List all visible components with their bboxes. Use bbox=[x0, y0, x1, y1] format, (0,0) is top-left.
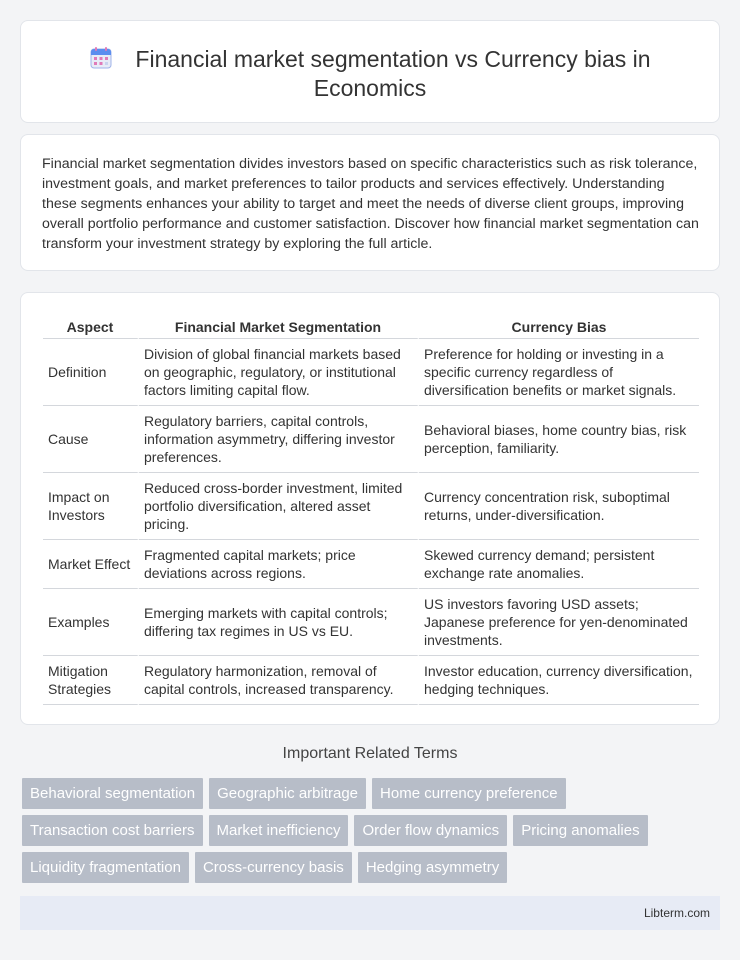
row-segmentation-cell: Division of global financial markets based on geographic, regulatory, or institutional factors limiting capital flow. bbox=[139, 339, 419, 406]
title-card bbox=[20, 20, 720, 123]
row-aspect: Definition bbox=[43, 339, 139, 406]
related-term-tag[interactable]: Liquidity fragmentation bbox=[22, 852, 189, 883]
intro-card bbox=[20, 134, 720, 271]
related-term-tag[interactable]: Geographic arbitrage bbox=[209, 778, 366, 809]
row-aspect: Market Effect bbox=[43, 540, 139, 589]
related-term-tag[interactable]: Pricing anomalies bbox=[513, 815, 647, 846]
table-row bbox=[43, 406, 699, 473]
table-row bbox=[43, 656, 699, 705]
related-term-tag[interactable]: Hedging asymmetry bbox=[358, 852, 507, 883]
row-currency-bias-cell: Behavioral biases, home country bias, risk perception, familiarity. bbox=[419, 406, 699, 473]
table-row bbox=[43, 339, 699, 406]
related-term-tag[interactable]: Market inefficiency bbox=[209, 815, 349, 846]
related-term-tag[interactable]: Cross-currency basis bbox=[195, 852, 352, 883]
page-title-text: Financial market segmentation vs Currency bias in Economics bbox=[135, 46, 651, 101]
header-aspect: Aspect bbox=[43, 314, 139, 339]
page-title bbox=[21, 45, 719, 103]
related-term-tag[interactable]: Order flow dynamics bbox=[354, 815, 507, 846]
related-term-tag[interactable]: Behavioral segmentation bbox=[22, 778, 203, 809]
row-segmentation-cell: Reduced cross-border investment, limited portfolio diversification, altered asset pricing. bbox=[139, 473, 419, 540]
comparison-table bbox=[43, 314, 699, 705]
table-header-row bbox=[43, 314, 699, 339]
row-segmentation-cell: Emerging markets with capital controls; differing tax regimes in US vs EU. bbox=[139, 589, 419, 656]
related-term-tag[interactable]: Transaction cost barriers bbox=[22, 815, 203, 846]
row-currency-bias-cell: US investors favoring USD assets; Japanese preference for yen-denominated investments. bbox=[419, 589, 699, 656]
row-segmentation-cell: Fragmented capital markets; price deviations across regions. bbox=[139, 540, 419, 589]
table-row bbox=[43, 540, 699, 589]
row-aspect: Mitigation Strategies bbox=[43, 656, 139, 705]
header-currency-bias: Currency Bias bbox=[419, 314, 699, 339]
intro-paragraph: Financial market segmentation divides investors based on specific characteristics such as risk tolerance, investment goals, and market preferences to tailor products and services effectively. Understanding these segments enhances your ability to target and meet the needs of diverse client groups, improving overall portfolio performance and customer satisfaction. Discover how financial market segmentation can transform your investment strategy by exploring the full article. bbox=[42, 156, 699, 252]
header-financial-market-segmentation: Financial Market Segmentation bbox=[139, 314, 419, 339]
table-row bbox=[43, 473, 699, 540]
footer-site-link[interactable]: Libterm.com bbox=[643, 906, 710, 920]
comparison-card bbox=[20, 292, 720, 725]
row-currency-bias-cell: Preference for holding or investing in a specific currency regardless of diversification benefits or market signals. bbox=[419, 339, 699, 406]
row-aspect: Cause bbox=[43, 406, 139, 473]
row-segmentation-cell: Regulatory barriers, capital controls, information asymmetry, differing investor preferences. bbox=[139, 406, 419, 473]
row-currency-bias-cell: Investor education, currency diversification, hedging techniques. bbox=[419, 656, 699, 705]
related-terms-heading: Important Related Terms bbox=[282, 745, 458, 762]
footer bbox=[20, 896, 720, 930]
row-currency-bias-cell: Currency concentration risk, suboptimal returns, under-diversification. bbox=[419, 473, 699, 540]
related-term-tag[interactable]: Home currency preference bbox=[372, 778, 566, 809]
related-terms-list bbox=[22, 778, 712, 889]
table-row bbox=[43, 589, 699, 656]
row-segmentation-cell: Regulatory harmonization, removal of capital controls, increased transparency. bbox=[139, 656, 419, 705]
row-aspect: Examples bbox=[43, 589, 139, 656]
calendar-icon bbox=[89, 46, 113, 70]
row-aspect: Impact on Investors bbox=[43, 473, 139, 540]
row-currency-bias-cell: Skewed currency demand; persistent exchange rate anomalies. bbox=[419, 540, 699, 589]
